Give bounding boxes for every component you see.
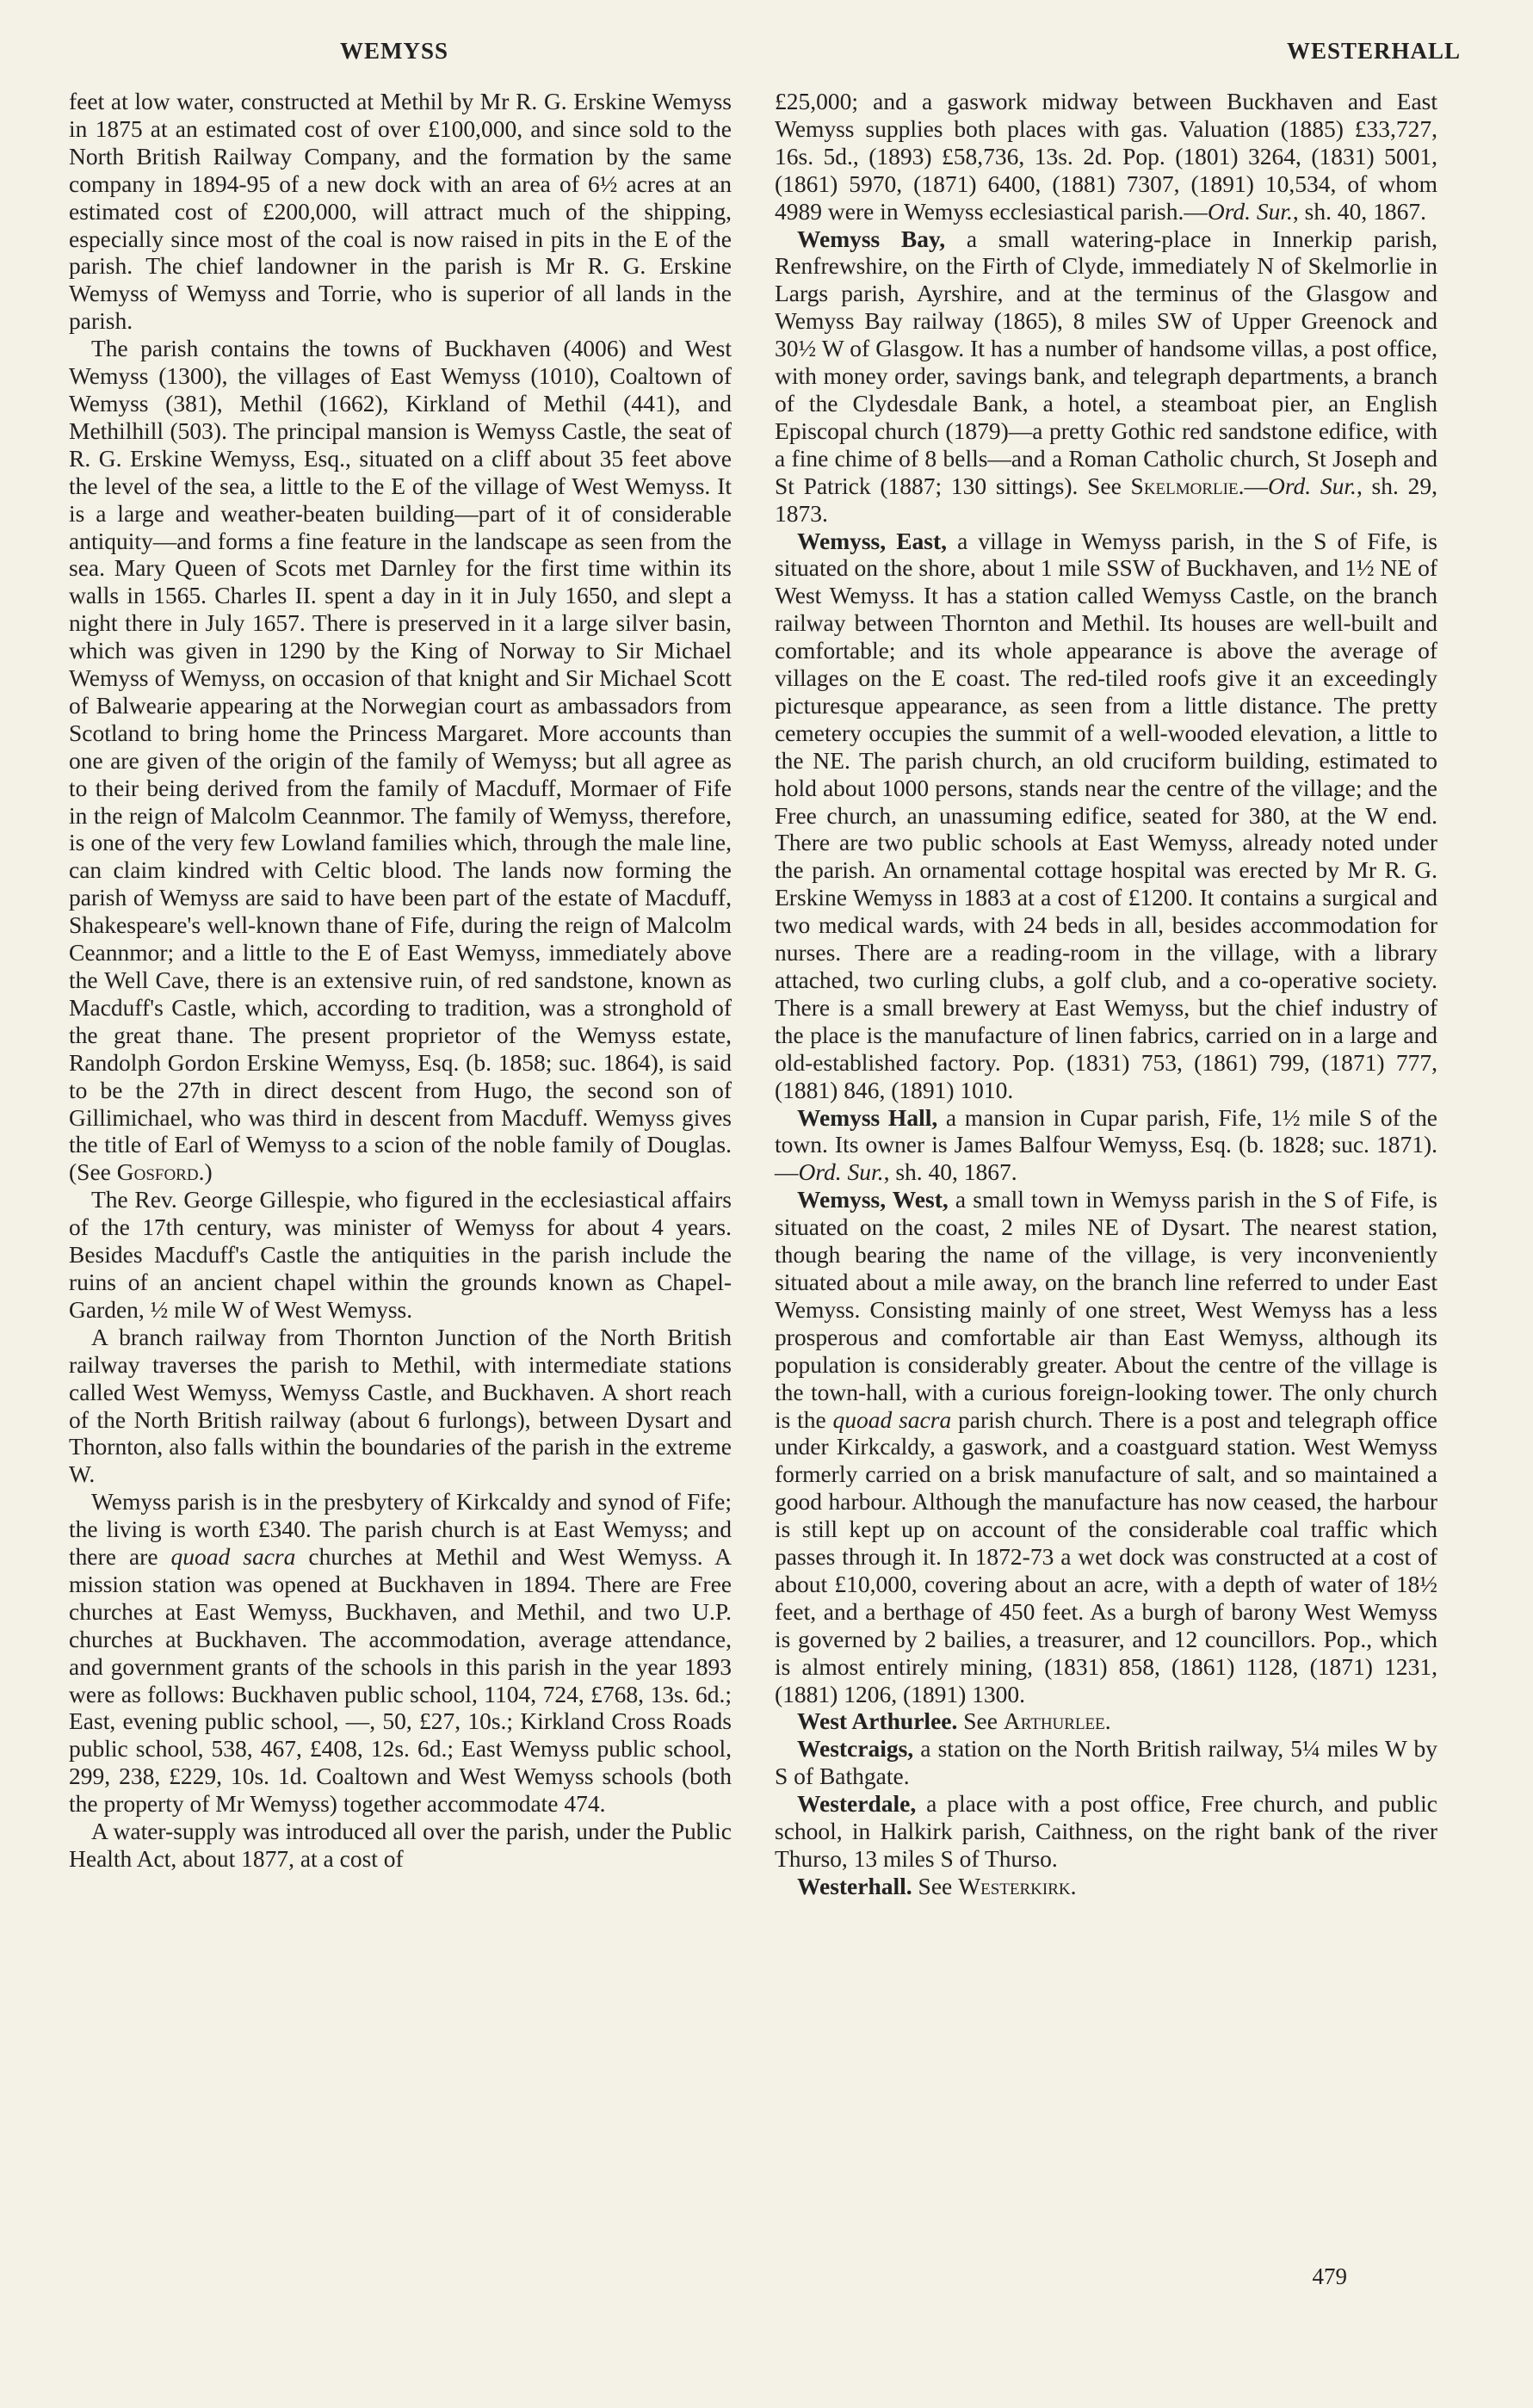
entry-headword: Westcraigs, [797, 1735, 914, 1763]
entry-headword: Wemyss Bay, [797, 225, 946, 252]
entry-headword: Westerhall. [797, 1872, 912, 1899]
entry-wemyss-east [775, 528, 1437, 1104]
entry-westerhall [775, 1873, 1437, 1900]
italic-phrase: quoad sacra [170, 1543, 296, 1571]
entry-headword: West Arthurlee. [797, 1707, 958, 1735]
paragraph-text: , sh. 40, 1867. [1292, 197, 1426, 225]
cross-reference-skelmorlie: Skelmorlie. [1130, 472, 1245, 499]
cross-reference-gosford: Gosford. [116, 1158, 205, 1186]
header-left: WEMYSS [340, 38, 449, 64]
paragraph-church-schools [69, 1488, 732, 1818]
italic-phrase: quoad sacra [832, 1405, 952, 1433]
entry-text: See [957, 1707, 1004, 1735]
paragraph-text: churches at Methil and West Wemyss. A mission station was opened at Buckhaven in 1894. There are Free churches at East Wemyss, Buckhaven, and Methil, and two U.P. churches at Buckhaven. The accommodation, average attendance, and government grants of the schools in this parish in the year 1893 were as follows: Buckhaven public school, 1104, 724, £768, 13s. 6d.; East, evening public school, —, 50, £27, 10s.; Kirkland Cross Roads public school, 538, 467, £408, 12s. 6d.; East Wemyss public school, 299, 238, £229, 10s. 1d. Coaltown and West Wemyss schools (both the property of Mr Wemyss) together accommodate 474. [69, 1543, 732, 1818]
entry-text: See [912, 1872, 959, 1899]
entry-headword: Wemyss, East, [797, 527, 948, 554]
entry-wemyss-hall [775, 1104, 1437, 1187]
entry-text: , sh. 29, 1873. [775, 472, 1438, 527]
entry-text: parish church. There is a post and telegraph office under Kirkcaldy, a gaswork, and a coastguard station. West Wemyss formerly carried on a brisk manufacture of salt, and so maintained a good harbour. Although the manufacture has now ceased, the harbour is still kept up on account of the considerable coal traffic which passes through it. In 1872-73 a wet dock was constructed at a cost of about £10,000, covering about an acre, with a depth of water of 18½ feet, and a berthage of 450 feet. As a burgh of barony West Wemyss is governed by 2 bailies, a treasurer, and 12 councillors. Pop., which is almost entirely mining, (1831) 858, (1861) 1128, (1871) 1231, (1881) 1206, (1891) 1300. [775, 1405, 1437, 1707]
entry-headword: Wemyss Hall, [797, 1103, 938, 1131]
italic-source: Ord. Sur. [798, 1158, 884, 1186]
cross-reference-westerkirk: Westerkirk. [958, 1872, 1077, 1899]
running-header [69, 38, 1461, 72]
cross-reference-arthurlee: Arthurlee. [1003, 1707, 1111, 1735]
left-column [69, 88, 732, 1873]
entry-text: — [1244, 472, 1268, 499]
entry-text: a mansion in Cupar parish, Fife, 1½ mile S of the town. Its owner is James Balfour Wemyss, Esq. (b. 1828; suc. 1871).— [775, 1103, 1438, 1186]
paragraph-text: The parish contains the towns of Buckhaven (4006) and West Wemyss (1300), the villages of East Wemyss (1010), Coaltown of Wemyss (381), Methil (1662), Kirkland of Methil (441), and Methilhill (503). The principal mansion is Wemyss Castle, the seat of R. G. Erskine Wemyss, Esq., situated on a cliff about 35 feet above the level of the sea, a little to the E of the village of West Wemyss. It is a large and weather-beaten building—part of it of considerable antiquity—and forms a fine feature in the landscape as seen from the sea. Mary Queen of Scots met Darnley for the first time within its walls in 1565. Charles II. spent a day in it in July 1650, and slept a night there in July 1657. There is preserved in it a large silver basin, which was given in 1290 by the King of Norway to Sir Michael Wemyss of Wemyss, on occasion of that knight and Sir Michael Scott of Balwearie appearing at the Norwegian court as ambassadors from Scotland to bring home the Princess Margaret. More accounts than one are given of the origin of the family of Wemyss; but all agree as to their being derived from the family of Macduff, Mormaer of Fife in the reign of Malcolm Ceannmor. The family of Wemyss, therefore, is one of the very few Lowland families which, through the male line, can claim kindred with Celtic blood. The lands now forming the parish of Wemyss are said to have been part of the estate of Macduff, Shakespeare's well-known thane of Fife, during the reign of Malcolm Ceannmor; and a little to the E of East Wemyss, immediately above the Well Cave, there is an extensive ruin, of red sandstone, known as Macduff's Castle, which, according to tradition, was a stronghold of the great thane. The present proprietor of the Wemyss estate, Randolph Gordon Erskine Wemyss, Esq. (b. 1858; suc. 1864), is said to be the 27th in direct descent from Hugo, the second son of Gillimichael, who was third in descent from Macduff. Wemyss gives the title of Earl of Wemyss to a scion of the noble family of Douglas. (See [69, 335, 732, 1186]
entry-text: , sh. 40, 1867. [883, 1158, 1017, 1186]
entry-headword: Westerdale, [797, 1790, 917, 1818]
paragraph-water-supply: A water-supply was introduced all over the parish, under the Public Health Act, about 1877, at a cost of [69, 1818, 732, 1872]
paragraph-text: Wemyss parish is in the presbytery of Kirkcaldy and synod of Fife; the living is worth £340. The parish church is at East Wemyss; and there are [69, 1488, 732, 1571]
entry-text: a small watering-place in Innerkip parish, Renfrewshire, on the Firth of Clyde, immediately N of Skelmorlie in Largs parish, Ayrshire, and at the terminus of the Glasgow and Wemyss Bay railway (1865), 8 miles SW of Upper Greenock and 30½ W of Glasgow. It has a number of handsome villas, a post office, with money order, savings bank, and telegraph departments, a branch of the Clydesdale Bank, a hotel, a steamboat pier, an English Episcopal church (1879)—a pretty Gothic red sandstone edifice, with a fine chime of 8 bells—and a Roman Catholic church, St Joseph and St Patrick (1887; 130 sittings). See [775, 225, 1438, 499]
page-number: 479 [1312, 2263, 1347, 2289]
entry-text: a station on the North British railway, 5¼ miles W by S of Bathgate. [775, 1735, 1437, 1790]
paragraph-continuation [775, 88, 1437, 225]
paragraph-railway: A branch railway from Thornton Junction of the North British railway traverses the parish to Methil, with intermediate stations called West Wemyss, Wemyss Castle, and Buckhaven. A short reach of the North British railway (about 6 furlongs), between Dysart and Thornton, also falls within the boundaries of the parish in the extreme W. [69, 1323, 732, 1488]
entry-wemyss-bay [775, 225, 1437, 528]
entry-wemyss-west [775, 1186, 1437, 1707]
entry-westerdale [775, 1790, 1437, 1873]
entry-text: a small town in Wemyss parish in the S of Fife, is situated on the coast, 2 miles NE of Dysart. The nearest station, though bearing the name of the village, is very inconveniently situated about a mile away, on the branch line referred to under East Wemyss. Consisting mainly of one street, West Wemyss has a less prosperous and comfortable air than East Wemyss, although its population is considerably greater. About the centre of the village is the town-hall, with a curious foreign-looking tower. The only church is the [775, 1186, 1437, 1433]
italic-source: Ord. Sur. [1207, 197, 1293, 225]
closing-paren: ) [204, 1158, 213, 1186]
paragraph-text: £25,000; and a gaswork midway between Buckhaven and East Wemyss supplies both places with gas. Valuation (1885) £33,727, 16s. 5d., (1893) £58,736, 13s. 2d. Pop. (1801) 3264, (1831) 5001, (1861) 5970, (1871) 6400, (1881) 7307, (1891) 10,534, of whom 4989 were in Wemyss ecclesiastical parish.— [775, 88, 1437, 225]
entry-west-arthurlee [775, 1707, 1437, 1735]
paragraph-continuation: feet at low water, constructed at Methil by Mr R. G. Erskine Wemyss in 1875 at an estimated cost of over £100,000, and since sold to the North British Railway Company, and the formation by the same company in 1894-95 of a new dock with an area of 6½ acres at an estimated cost of £200,000, will attract much of the shipping, especially since most of the coal is now raised in pits in the E of the parish. The chief landowner in the parish is Mr R. G. Erskine Wemyss of Wemyss and Torrie, who is superior of all lands in the parish. [69, 88, 732, 335]
header-right: WESTERHALL [1286, 38, 1461, 64]
paragraph-parish-towns [69, 335, 732, 1186]
entry-headword: Wemyss, West, [797, 1186, 949, 1213]
entry-westcraigs [775, 1735, 1437, 1790]
right-column [775, 88, 1437, 1900]
entry-text: a place with a post office, Free church, and public school, in Halkirk parish, Caithness, on the right bank of the river Thurso, 13 miles S of Thurso. [775, 1790, 1437, 1872]
paragraph-antiquities: The Rev. George Gillespie, who figured in the ecclesiastical affairs of the 17th century, was minister of Wemyss for about 4 years. Besides Macduff's Castle the antiquities in the parish include the ruins of an ancient chapel within the grounds known as Chapel-Garden, ½ mile W of West Wemyss. [69, 1186, 732, 1323]
entry-text: a village in Wemyss parish, in the S of Fife, is situated on the shore, about 1 mile SSW of Buckhaven, and 1½ NE of West Wemyss. It has a station called Wemyss Castle, on the branch railway between Thornton and Methil. Its houses are well-built and comfortable; and its whole appearance is above the average of villages on the E coast. The red-tiled roofs give it an exceedingly picturesque appearance, as seen from a little distance. The pretty cemetery occupies the summit of a well-wooded elevation, a little to the NE. The parish church, an old cruciform building, estimated to hold about 1000 persons, stands near the centre of the village; and the Free church, an unassuming edifice, seated for 380, at the W end. There are two public schools at East Wemyss, already noted under the parish. An ornamental cottage hospital was erected by Mr R. G. Erskine Wemyss in 1883 at a cost of £1200. It contains a surgical and two medical wards, with 24 beds in all, besides accommodation for nurses. There are a reading-room in the village, with a library attached, two curling clubs, a golf club, and a co-operative society. There is a small brewery at East Wemyss, but the chief industry of the place is the manufacture of linen fabrics, carried on in a large and old-established factory. Pop. (1831) 753, (1861) 799, (1871) 777, (1881) 846, (1891) 1010. [775, 527, 1437, 1103]
italic-source: Ord. Sur. [1267, 472, 1357, 499]
